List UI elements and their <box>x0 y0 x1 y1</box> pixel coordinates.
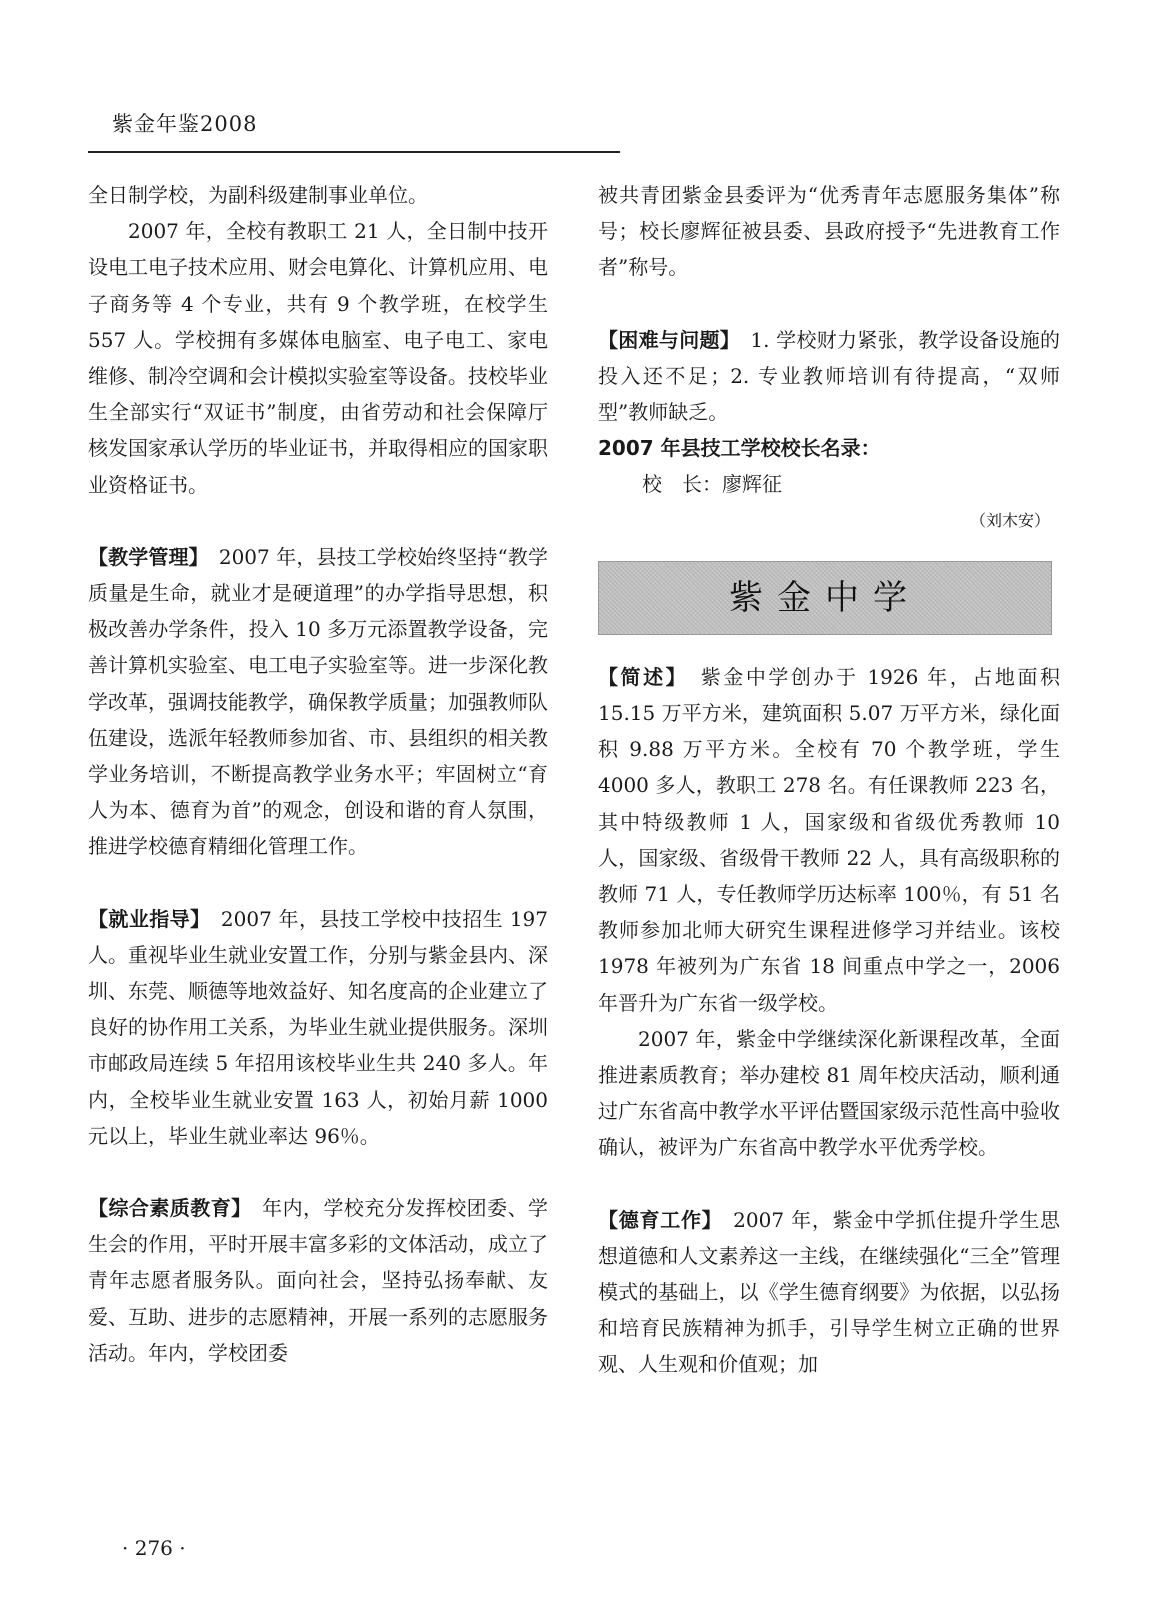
spacer <box>88 503 548 539</box>
quality-text: 年内，学校充分发挥校团委、学生会的作用，平时开展丰富多彩的文体活动，成立了青年志愿者服务队。面向社会，坚持弘扬奉献、友爱、互助、进步的志愿精神，开展一系列的志愿服务活动。年内，学校团委 <box>88 1196 549 1365</box>
author-credit: （刘木安） <box>969 510 1050 530</box>
principal-line: 校 长：廖辉征 <box>642 472 782 497</box>
section-tag-quality: 【综合素质教育】 <box>88 1196 242 1221</box>
section-tag-problems: 【困难与问题】 <box>598 327 731 352</box>
section-tag-intro: 【简述】 <box>598 664 679 689</box>
spacer <box>598 286 1060 322</box>
teaching-text: 2007 年，县技工学校始终坚持“教学质量是生命，就业才是硬道理”的办学指导思想，积极改善办学条件，投入 10 多万元添置教学设备，完善计算机实验室、电工电子实验室等。进一步深化教学改革，强调技能教学，确保教学质量；加强教师队伍建设，选派年轻教师参加省、市、县组织的相关教学业务培训，不断提高教学业务水平；牢固树立“育人为本、德育为首”的观念，创设和谐的育人氛围，推进学校德育精细化管理工作。 <box>88 544 549 859</box>
principal-heading: 2007 年县技工学校校长名录： <box>598 436 881 461</box>
section-title: 紫金中学 <box>729 577 921 618</box>
paragraph-employment <box>88 901 548 1154</box>
spacer <box>88 1154 548 1190</box>
spacer <box>598 1166 1060 1202</box>
moral-text: 2007 年，紫金中学抓住提升学生思想道德和人文素养这一主线，在继续强化“三全”管理模式的基础上，以《学生德育纲要》为依据，以弘扬和培育民族精神为抓手，引导学生树立正确的世界观、人生观和价值观；加 <box>598 1207 1061 1377</box>
paragraph-awards: 被共青团紫金县委评为“优秀青年志愿服务集体”称号；校长廖辉征被县委、县政府授予“先进教育工作者”称号。 <box>598 183 1060 280</box>
intro-text: 紫金中学创办于 1926 年，占地面积 15.15 万平方米，建筑面积 5.07 万平方米，绿化面积 9.88 万平方米。全校有 70 个教学班，学生 4000 多人，教职工 278 名。有任课教师 223 名，其中特级教师 1 人，国家级和省级优秀教师 10 人，国家级、省级骨干教师 22 人，具有高级职称的教师 71 人，专任教师学历达标率 100％，有 51 名教师参加北师大研究生课程进修学习并结业。该校 1978 年被列为广东省 18 间重点中学之一，2006 年晋升为广东省一级学校。 <box>598 664 1060 1015</box>
spacer <box>88 865 548 901</box>
running-header: 紫金年鉴2008 <box>112 112 258 136</box>
paragraph-continued: 全日制学校，为副科级建制事业单位。 <box>88 183 428 207</box>
paragraph-teaching <box>88 539 548 865</box>
header-rule <box>88 151 620 153</box>
section-tag-teaching: 【教学管理】 <box>88 544 199 569</box>
left-column <box>88 177 548 1371</box>
paragraph-problems <box>598 322 1060 431</box>
paragraph-moral-education <box>598 1202 1060 1383</box>
page-number: · 276 · <box>122 1536 186 1560</box>
section-tag-moral: 【德育工作】 <box>598 1207 713 1232</box>
employment-text: 2007 年，县技工学校中技招生 197 人。重视毕业生就业安置工作，分别与紫金县内、深圳、东莞、顺德等地效益好、知名度高的企业建立了良好的协作用工关系，为毕业生就业提供服务。深圳市邮政局连续 5 年招用该校毕业生共 240 多人。年内，全校毕业生就业安置 163 人，初始月薪 1000 元以上，毕业生就业率达 96％。 <box>88 906 549 1148</box>
paragraph-reform: 2007 年，紫金中学继续深化新课程改革，全面推进素质教育；举办建校 81 周年校庆活动，顺利通过广东省高中教学水平评估暨国家级示范性高中验收确认，被评为广东省高中教学水平优秀学校。 <box>598 1026 1060 1160</box>
paragraph-overview: 2007 年，全校有教职工 21 人，全日制中技开设电工电子技术应用、财会电算化、计算机应用、电子商务等 4 个专业，共有 9 个教学班，在校学生 557 人。学校拥有多媒体电脑室、电子电工、家电维修、制冷空调和会计模拟实验室等设备。技校毕业生全部实行“双证书”制度，由省劳动和社会保障厅核发国家承认学历的毕业证书，并取得相应的国家职业资格证书。 <box>88 219 548 497</box>
problems-text: 1. 学校财力紧张，教学设备设施的投入还不足；2. 专业教师培训有待提高，“双师型”教师缺乏。 <box>598 327 1061 425</box>
section-banner <box>598 561 1052 635</box>
paragraph-quality-education <box>88 1190 548 1371</box>
paragraph-intro <box>598 659 1060 1021</box>
section-tag-employment: 【就业指导】 <box>88 906 201 931</box>
right-column <box>598 177 1060 1383</box>
